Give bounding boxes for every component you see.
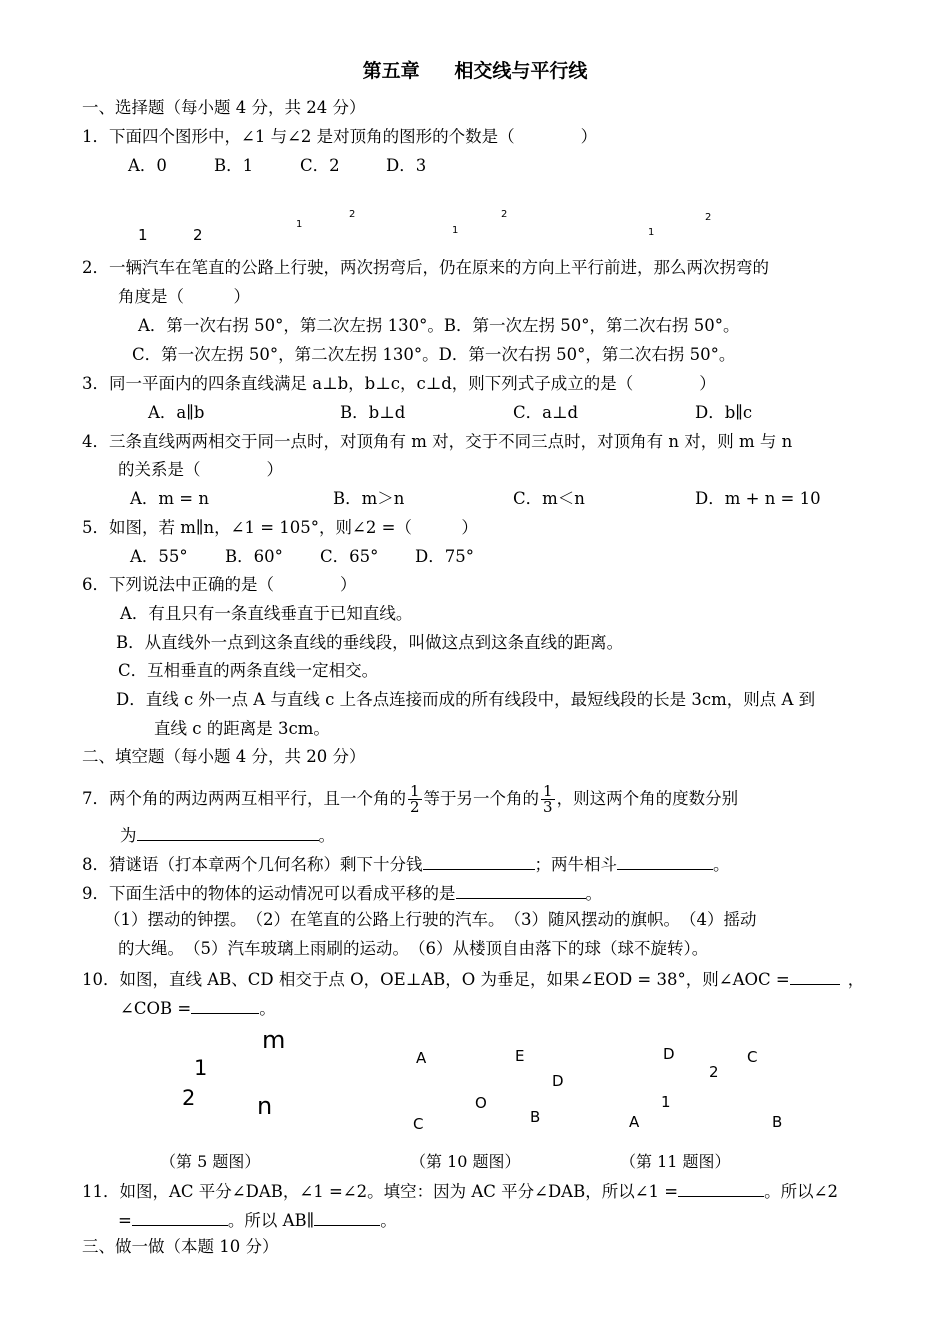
- fig11-angle-2-label: 2: [709, 1063, 719, 1081]
- q10-line2-text: ∠COB =: [120, 999, 192, 1018]
- question-3-stem: 3．同一平面内的四条直线满足 a⊥b，b⊥c，c⊥d，则下列式子成立的是（ ）: [82, 374, 716, 393]
- q1-fig1-angle-2: 2: [193, 226, 203, 244]
- frac1-numerator: 1: [410, 782, 420, 800]
- q7-line2-prefix: 为: [120, 826, 137, 845]
- q7-line2-suffix: 。: [318, 826, 335, 845]
- chapter-topic: 相交线与平行线: [454, 60, 588, 82]
- q1-option-a: A．0: [128, 156, 167, 175]
- q4-option-d: D．m + n = 10: [695, 489, 821, 508]
- question-11-line1: [82, 1180, 838, 1202]
- fig5-angle-1-label: 1: [194, 1056, 208, 1080]
- section-heading: 二、填空题（每小题 4 分，共 20 分）: [82, 747, 366, 766]
- question-2-stem-line2: 角度是（ ）: [118, 287, 250, 306]
- q4-option-a: A．m = n: [130, 489, 210, 508]
- question-10-line1: [82, 968, 864, 990]
- q10-blank-cob[interactable]: [191, 997, 259, 1014]
- fig5-caption: （第 5 题图）: [160, 1152, 261, 1171]
- question-8: [82, 853, 730, 875]
- q1-fig2-angle-1: 1: [296, 219, 303, 230]
- q6-option-a: A．有且只有一条直线垂直于已知直线。: [120, 604, 413, 623]
- q5-option-a: A．55°: [130, 547, 188, 566]
- q1-option-d: D．3: [386, 156, 427, 175]
- question-7-line1: [82, 784, 738, 815]
- question-1-stem: 1．下面四个图形中，∠1 与∠2 是对顶角的图形的个数是（ ）: [82, 127, 598, 146]
- question-2-stem-line1: 2．一辆汽车在笔直的公路上行驶，两次拐弯后，仍在原来的方向上平行前进，那么两次拐弯的: [82, 258, 769, 277]
- q5-option-b: B．60°: [225, 547, 283, 566]
- frac1-denominator: 2: [410, 798, 420, 816]
- q1-fig3-angle-2: 2: [501, 209, 508, 220]
- q1-option-c: C．2: [300, 156, 340, 175]
- question-4-stem-line1: 4．三条直线两两相交于同一点时，对顶角有 m 对，交于不同三点时，对顶角有 n 对，则 m 与 n: [82, 432, 793, 451]
- q1-fig4-angle-1: 1: [648, 227, 655, 238]
- fig11-caption: （第 11 题图）: [620, 1152, 731, 1171]
- question-11-line2: [118, 1209, 397, 1231]
- q4-option-c: C．m＜n: [513, 489, 585, 508]
- fig11-point-d-label: D: [663, 1045, 675, 1063]
- q6-option-d-line2: 直线 c 的距离是 3cm。: [154, 719, 330, 738]
- chapter-number: 第五章: [362, 60, 420, 82]
- q3-option-c: C．a⊥d: [513, 403, 579, 422]
- question-9-stem: [82, 882, 602, 904]
- fraction-one-third: [541, 784, 555, 815]
- fig10-point-d-label: D: [552, 1072, 564, 1090]
- q1-fig2-angle-2: 2: [349, 209, 356, 220]
- frac2-denominator: 3: [543, 798, 553, 816]
- fig10-point-a-label: A: [416, 1049, 427, 1067]
- q8-part2: ；两牛相斗: [534, 855, 617, 874]
- fig10-point-b-label: B: [530, 1108, 541, 1126]
- q8-part3: 。: [713, 855, 730, 874]
- q10-line1-end: ，: [847, 970, 865, 989]
- fig11-point-c-label: C: [747, 1048, 758, 1066]
- fig5-angle-2-label: 2: [182, 1086, 196, 1110]
- q4-option-b: B．m＞n: [333, 489, 405, 508]
- q11-blank-2[interactable]: [132, 1209, 228, 1226]
- q9-stem-end: 。: [585, 884, 602, 903]
- q9-stem-text: 9．下面生活中的物体的运动情况可以看成平移的是: [82, 884, 456, 903]
- q8-part1: 8．猜谜语（打本章两个几何名称）剩下十分钱: [82, 855, 423, 874]
- q5-option-c: C．65°: [320, 547, 379, 566]
- q1-fig1-angle-1: 1: [138, 226, 148, 244]
- frac2-numerator: 1: [543, 782, 553, 800]
- q6-option-b: B．从直线外一点到这条直线的垂线段，叫做这点到这条直线的距离。: [116, 633, 624, 652]
- q7-text-part2: 等于另一个角的: [423, 789, 540, 808]
- q9-answer-blank[interactable]: [456, 882, 586, 899]
- q10-line2-end: 。: [259, 999, 276, 1018]
- question-6-stem: 6．下列说法中正确的是（ ）: [82, 575, 357, 594]
- fig10-point-e-label: E: [515, 1047, 525, 1065]
- q3-option-d: D．b∥c: [695, 403, 753, 422]
- q11-line2-end: 。: [380, 1211, 397, 1230]
- question-5-stem: 5．如图，若 m∥n，∠1 = 105°，则∠2 =（ ）: [82, 518, 478, 537]
- q11-blank-1[interactable]: [678, 1180, 764, 1197]
- question-4-stem-line2: 的关系是（ ）: [118, 460, 283, 479]
- question-7-line2: [120, 824, 335, 846]
- q9-items-line2: 的大绳。 （5）汽车玻璃上雨刷的运动。 （6）从楼顶自由落下的球（球不旋转）。: [118, 939, 709, 958]
- page-title: [0, 56, 950, 83]
- q1-fig3-angle-1: 1: [452, 225, 459, 236]
- q2-options-cd: C．第一次左拐 50°，第二次左拐 130°。D．第一次右拐 50°，第二次右拐 50°。: [132, 345, 736, 364]
- q11-line2-mid: 。所以 AB∥: [227, 1211, 315, 1230]
- fig10-caption: （第 10 题图）: [410, 1152, 521, 1171]
- fig10-point-c-label: C: [413, 1115, 424, 1133]
- fig5-line-m-label: m: [262, 1026, 286, 1054]
- q11-line1-mid: 。所以∠2: [764, 1182, 838, 1201]
- q7-text-part1: 7．两个角的两边两两互相平行，且一个角的: [82, 789, 406, 808]
- section-heading: 一、选择题（每小题 4 分，共 24 分）: [82, 98, 366, 117]
- q3-option-a: A．a∥b: [148, 403, 205, 422]
- q11-line2-prefix: =: [118, 1211, 132, 1230]
- q10-blank-aoc[interactable]: [790, 968, 840, 985]
- q8-blank-2[interactable]: [617, 853, 713, 870]
- fig10-point-o-label: O: [475, 1094, 487, 1112]
- q10-line1-text: 10．如图，直线 AB、CD 相交于点 O，OE⊥AB，O 为垂足，如果∠EOD = 38°，则∠AOC =: [82, 970, 790, 989]
- q9-items-line1: （1）摆动的钟摆。 （2）在笔直的公路上行驶的汽车。 （3）随风摆动的旗帜。 （4）摇动: [104, 910, 757, 929]
- fraction-one-half: [408, 784, 422, 815]
- q1-option-b: B．1: [214, 156, 254, 175]
- fig11-angle-1-label: 1: [661, 1093, 671, 1111]
- q7-answer-blank[interactable]: [137, 824, 319, 841]
- section-heading: 三、做一做（本题 10 分）: [82, 1237, 279, 1256]
- q11-blank-3[interactable]: [314, 1209, 380, 1226]
- q2-options-ab: A．第一次右拐 50°，第二次左拐 130°。B．第一次左拐 50°，第二次右拐 50°。: [138, 316, 740, 335]
- q8-blank-1[interactable]: [423, 853, 535, 870]
- fig11-point-b-label: B: [772, 1113, 783, 1131]
- q7-text-part3: ，则这两个角的度数分别: [556, 789, 739, 808]
- q5-option-d: D．75°: [415, 547, 474, 566]
- q11-line1-text: 11．如图，AC 平分∠DAB，∠1 =∠2。填空：因为 AC 平分∠DAB，所以∠1 =: [82, 1182, 679, 1201]
- question-10-line2: [120, 997, 276, 1019]
- q3-option-b: B．b⊥d: [340, 403, 406, 422]
- q6-option-c: C．互相垂直的两条直线一定相交。: [118, 661, 379, 680]
- fig11-point-a-label: A: [629, 1113, 640, 1131]
- q1-fig4-angle-2: 2: [705, 212, 712, 223]
- q6-option-d-line1: D．直线 c 外一点 A 与直线 c 上各点连接而成的所有线段中，最短线段的长是 3cm，则点 A 到: [116, 690, 816, 709]
- fig5-line-n-label: n: [257, 1092, 273, 1120]
